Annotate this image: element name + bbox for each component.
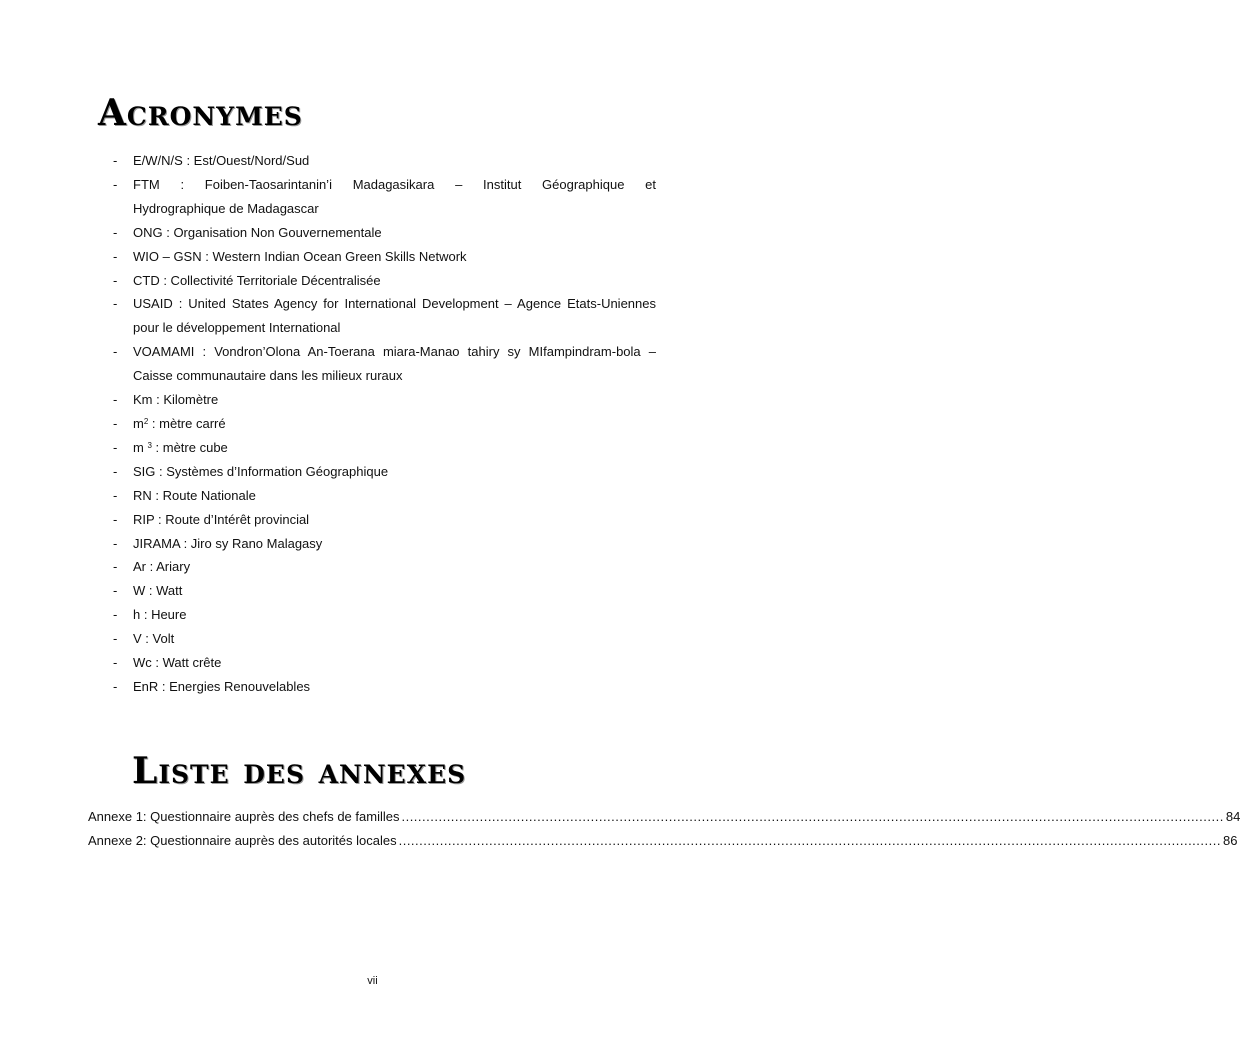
acronym-entry: VOAMAMI : Vondron’Olona An-Toerana miara-Manao tahiry sy MIfampindram-bola – Caisse communautaire dans les milieux ruraux xyxy=(133,344,656,384)
acronym-entry: Km : Kilomètre xyxy=(133,392,219,408)
acronym-entry: SIG : Systèmes d’Information Géographique xyxy=(133,463,389,479)
list-item: - SIG : Systèmes d’Information Géographique xyxy=(113,463,389,479)
acronym-entry: USAID : United States Agency for International Development – Agence Etats-Uniennes pour le développement International xyxy=(133,296,656,336)
list-item: - $m^2$ : mètre carré xyxy=(113,415,226,431)
acronym-entry: JIRAMA : Jiro sy Rano Malagasy xyxy=(133,535,323,551)
acronyms-list xyxy=(88,149,656,699)
list-item: - W : Watt xyxy=(113,583,183,599)
list-item: - h : Heure xyxy=(113,607,187,623)
list-item: - V : Volt xyxy=(113,631,175,647)
list-item: - Ar : Ariary xyxy=(113,559,191,575)
list-item: - VOAMAMI : Vondron’Olona An-Toerana miara-Manao tahiry sy MIfampindram-bola – Caisse communautaire dans les milieux ruraux xyxy=(113,344,656,384)
dot-leader: ........................................................................................................................................................................................................ xyxy=(401,809,1224,824)
page-number: vii xyxy=(367,975,378,987)
acronym-entry: Wc : Watt crête xyxy=(133,655,222,671)
list-item: - RIP : Route d’Intérêt provincial xyxy=(113,511,310,527)
annex-page-number: 86 xyxy=(1222,833,1238,848)
list-item: - JIRAMA : Jiro sy Rano Malagasy xyxy=(113,535,323,551)
acronym-entry: WIO – GSN : Western Indian Ocean Green Skills Network xyxy=(133,248,467,264)
list-item: - E/W/N/S : Est/Ouest/Nord/Sud xyxy=(113,153,310,168)
acronym-entry: W : Watt xyxy=(133,583,183,599)
list-item: - RN : Route Nationale xyxy=(113,487,256,503)
annex-label: Annexe 1: Questionnaire auprès des chefs de familles xyxy=(88,809,400,824)
acronym-entry: V : Volt xyxy=(133,631,175,647)
acronym-entry: RIP : Route d’Intérêt provincial xyxy=(133,511,310,527)
acronym-entry: EnR : Energies Renouvelables xyxy=(133,678,311,694)
acronym-entry-m3: m $^3$ : mètre cube xyxy=(133,439,228,455)
dot-leader: ........................................................................................................................................................................................................ xyxy=(398,833,1221,848)
list-item: - CTD : Collectivité Territoriale Décentralisée xyxy=(113,272,381,288)
list-item: - FTM : Foiben-Taosarintanin’i Madagasikara – Institut Géographique et Hydrographique de Madagascar xyxy=(88,173,656,221)
acronym-entry: Ar : Ariary xyxy=(133,559,191,575)
annex-entry[interactable] xyxy=(88,809,1240,824)
list-item: - USAID : United States Agency for International Development – Agence Etats-Uniennes pour le développement International xyxy=(113,296,656,336)
annex-page-number: 84 xyxy=(1225,809,1240,824)
acronyms-heading: Acronymes xyxy=(98,92,303,134)
list-item: - EnR : Energies Renouvelables xyxy=(113,678,311,694)
acronym-entry: h : Heure xyxy=(133,607,187,623)
acronym-entry: ONG : Organisation Non Gouvernementale xyxy=(133,224,382,240)
acronym-entry: E/W/N/S : Est/Ouest/Nord/Sud xyxy=(133,153,310,168)
list-item: - m $^3$ : mètre cube xyxy=(113,439,228,455)
acronym-entry-ftm-line2: Hydrographique de Madagascar xyxy=(133,200,319,216)
list-item: - ONG : Organisation Non Gouvernementale xyxy=(113,224,382,240)
annexes-heading: Liste des annexes xyxy=(132,750,467,792)
annex-label: Annexe 2: Questionnaire auprès des autorités locales xyxy=(88,833,397,848)
list-item: - Km : Kilomètre xyxy=(113,392,219,408)
acronym-entry-m2: $m^2$ : mètre carré xyxy=(133,415,226,431)
list-item: - WIO – GSN : Western Indian Ocean Green Skills Network xyxy=(113,248,467,264)
list-item: - Wc : Watt crête xyxy=(113,655,222,671)
acronym-entry: CTD : Collectivité Territoriale Décentralisée xyxy=(133,272,381,288)
acronym-entry-ftm-line1: FTM : Foiben-Taosarintanin’i Madagasikara – Institut Géographique et xyxy=(133,176,656,192)
acronym-entry: RN : Route Nationale xyxy=(133,487,256,503)
annex-entry[interactable] xyxy=(88,833,1238,848)
